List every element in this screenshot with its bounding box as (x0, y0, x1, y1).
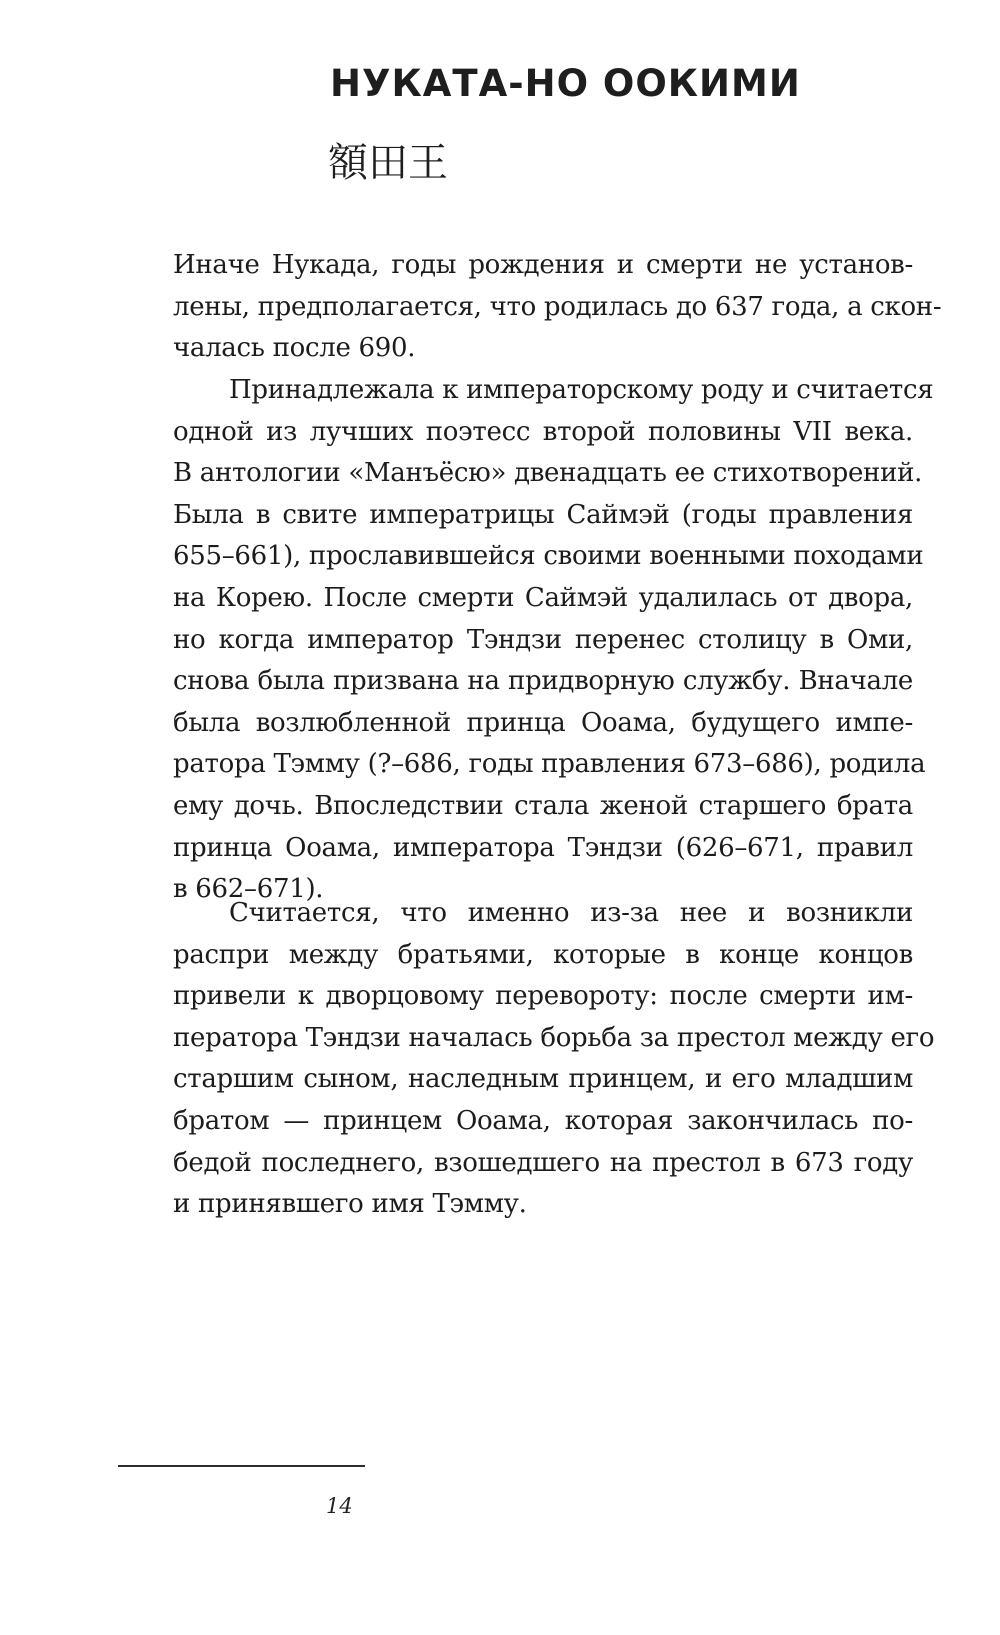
text-line: была возлюбленной принца Ооама, будущего импе- (173, 707, 913, 738)
text-line: Считается, что именно из-за нее и возникли (229, 898, 913, 928)
text-line: Была в свите императрицы Саймэй (годы правления (173, 499, 913, 530)
text-line: принца Ооама, императора Тэндзи (626–671, правил (173, 832, 913, 863)
paragraph-2 (173, 370, 934, 911)
footer-rule (118, 1465, 365, 1467)
paragraph-3 (173, 893, 935, 1226)
chapter-heading: НУКАТА-НО ООКИМИ (330, 62, 801, 105)
text-line: в 662–671). (173, 874, 324, 905)
text-line: ему дочь. Впоследствии стала женой старшего брата (173, 790, 913, 821)
text-line: на Корею. После смерти Саймэй удалилась от двора, (173, 582, 913, 613)
text-line: 655–661), прославившейся своими военными походами (173, 541, 924, 572)
text-line: и принявшего имя Тэмму. (173, 1189, 527, 1220)
kanji-name: 額田王 (328, 140, 448, 186)
text-line: старшим сыном, наследным принцем, и его младшим (173, 1064, 913, 1095)
paragraph-1 (173, 245, 942, 370)
text-line: Иначе Нукада, годы рождения и смерти не установ- (173, 250, 913, 280)
text-line: лены, предполагается, что родилась до 637 года, а скон- (173, 291, 942, 322)
text-line: распри между братьями, которые в конце концов (173, 939, 913, 970)
text-line: бедой последнего, взошедшего на престол в 673 году (173, 1147, 913, 1178)
text-line: ператора Тэндзи началась борьба за престол между его (173, 1022, 935, 1053)
page-number: 14 (326, 1494, 353, 1518)
text-line: привели к дворцовому перевороту: после смерти им- (173, 981, 913, 1012)
text-line: Принадлежала к императорскому роду и считается (229, 375, 934, 405)
text-line: ратора Тэмму (?–686, годы правления 673–686), родила (173, 749, 926, 780)
text-line: чалась после 690. (173, 333, 416, 364)
text-line: но когда император Тэндзи перенес столицу в Оми, (173, 624, 913, 655)
text-line: одной из лучших поэтесс второй половины VII века. (173, 416, 913, 447)
text-line: В антологии «Манъёсю» двенадцать ее стихотворений. (173, 458, 923, 489)
text-line: братом — принцем Ооама, которая закончилась по- (173, 1105, 913, 1136)
text-line: снова была призвана на придворную службу. Вначале (173, 666, 913, 697)
